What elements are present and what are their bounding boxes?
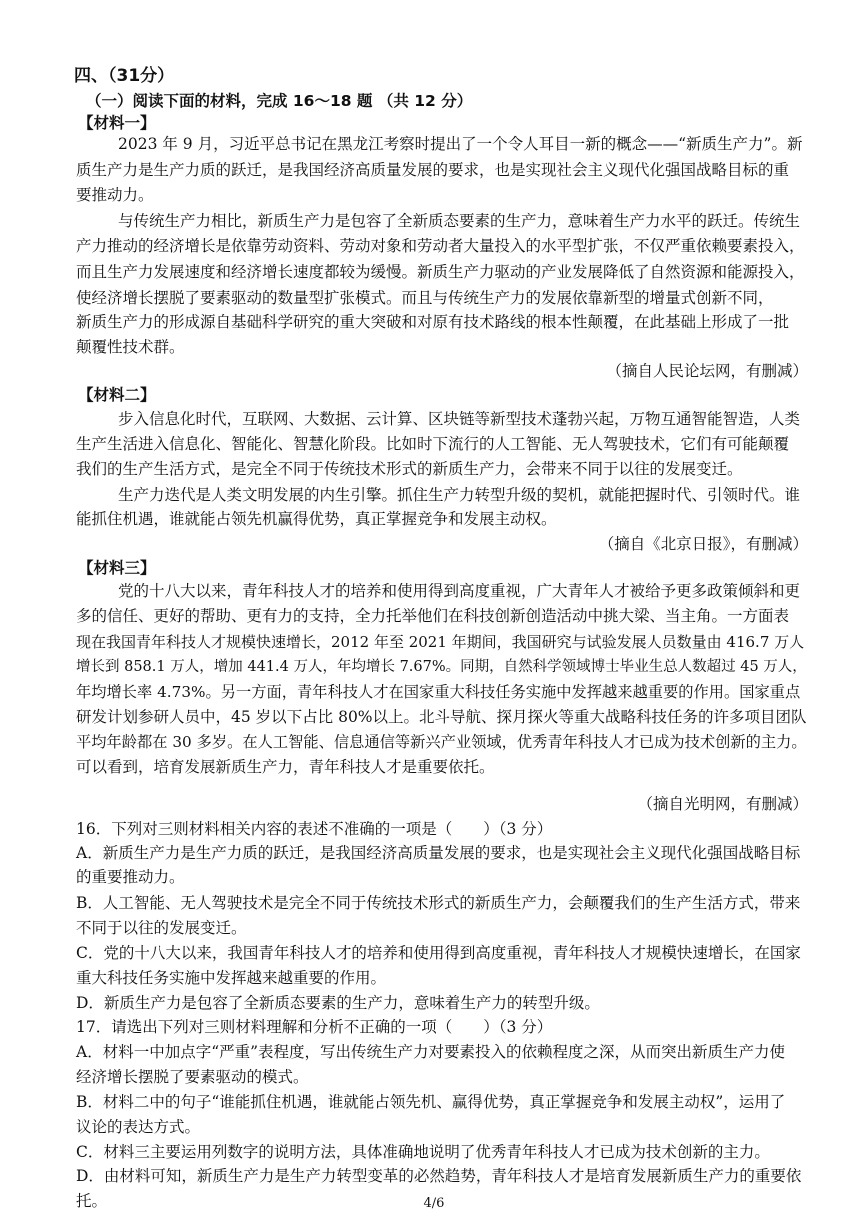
material-two-source: （摘自《北京日报》，有删减） bbox=[598, 535, 808, 553]
material-three-line: 平均年龄都在 30 多岁。在人工智能、信息通信等新兴产业领域，优秀青年科技人才已成为技术创新的主力。 bbox=[76, 733, 807, 751]
question-16-option: A．新质生产力是生产力质的跃迁，是我国经济高质量发展的要求，也是实现社会主义现代化强国战略目标 bbox=[76, 844, 801, 862]
material-three-line: 研发计划参研人员中，45 岁以下占比 80%以上。北斗导航、探月探火等重大战略科技任务的许多项目团队 bbox=[76, 708, 807, 726]
material-three-line: 增长到 858.1 万人，增加 441.4 万人，年均增长 7.67%。同期，自然科学领域博士毕业生总人数超过 45 万人， bbox=[76, 659, 807, 675]
material-three-line: 党的十八大以来，青年科技人才的培养和使用得到高度重视，广大青年人才被给予更多政策倾斜和更 bbox=[118, 582, 801, 600]
material-three-heading: 【材料三】 bbox=[78, 559, 156, 577]
section-title: 四、（31分） bbox=[74, 66, 175, 86]
material-three-source: （摘自光明网，有删减） bbox=[637, 795, 808, 813]
question-17-option: B．材料二中的句子“谁能抓住机遇，谁就能占领先机、赢得优势，真正掌握竞争和发展主动权”，运用了 bbox=[76, 1093, 786, 1111]
material-three-line: 可以看到，培育发展新质生产力，青年科技人才是重要依托。 bbox=[76, 758, 495, 776]
material-three-line: 现在我国青年科技人才规模快速增长，2012 年至 2021 年期间，我国研究与试验发展人员数量由 416.7 万人 bbox=[76, 633, 805, 651]
question-17-option: 经济增长摆脱了要素驱动的模式。 bbox=[76, 1068, 309, 1086]
material-two-line: 步入信息化时代，互联网、大数据、云计算、区块链等新型技术蓬勃兴起，万物互通智能智造，人类 bbox=[118, 410, 801, 428]
material-one-line: 与传统生产力相比，新质生产力是包容了全新质态要素的生产力，意味着生产力水平的跃迁。传统生 bbox=[118, 212, 801, 230]
question-16-option: D．新质生产力是包容了全新质态要素的生产力，意味着生产力的转型升级。 bbox=[76, 994, 600, 1012]
material-one-line: 使经济增长摆脱了要素驱动的数量型扩张模式。而且与传统生产力的发展依靠新型的增量式创新不同， bbox=[76, 289, 774, 307]
material-one-line: 颠覆性技术群。 bbox=[76, 338, 185, 356]
question-16-option: 不同于以往的发展变迁。 bbox=[76, 919, 247, 937]
page-number: 4/6 bbox=[423, 1196, 445, 1211]
question-16-option: B．人工智能、无人驾驶技术是完全不同于传统技术形式的新质生产力，会颠覆我们的生产生活方式，带来 bbox=[76, 894, 801, 912]
material-two-line: 生产生活进入信息化、智能化、智慧化阶段。比如时下流行的人工智能、无人驾驶技术，它们有可能颠覆 bbox=[76, 435, 790, 453]
material-two-line: 能抓住机遇，谁就能占领先机赢得优势，真正掌握竞争和发展主动权。 bbox=[76, 510, 557, 528]
question-17-option: 托。 bbox=[76, 1192, 108, 1210]
material-two-heading: 【材料二】 bbox=[78, 386, 156, 404]
material-one-line: 质生产力是生产力质的跃迁，是我国经济高质量发展的要求，也是实现社会主义现代化强国战略目标的重 bbox=[76, 161, 790, 179]
material-three-line: 多的信任、更好的帮助、更有力的支持，全力托举他们在科技创新创造活动中挑大梁、当主角。一方面表 bbox=[76, 607, 790, 625]
question-16-option: C．党的十八大以来，我国青年科技人才的培养和使用得到高度重视，青年科技人才规模快速增长，在国家 bbox=[76, 944, 801, 962]
material-one-line: 产力推动的经济增长是依靠劳动资料、劳动对象和劳动者大量投入的水平型扩张，不仅严重依赖要素投入， bbox=[76, 237, 805, 255]
question-16-option: 重大科技任务实施中发挥越来越重要的作用。 bbox=[76, 969, 387, 987]
question-17-stem: 17．请选出下列对三则材料理解和分析不正确的一项（ ）（3 分） bbox=[76, 1018, 553, 1036]
material-one-line: 2023 年 9 月，习近平总书记在黑龙江考察时提出了一个令人耳目一新的概念——“新质生产力”。新 bbox=[118, 135, 803, 153]
section-subtitle: （一）阅读下面的材料，完成 16～18 题 （共 12 分） bbox=[86, 92, 473, 110]
question-17-option: D．由材料可知，新质生产力是生产力转型变革的必然趋势，青年科技人才是培育发展新质生产力的重要依 bbox=[76, 1167, 802, 1185]
material-one-line: 而且生产力发展速度和经济增长速度都较为缓慢。新质生产力驱动的产业发展降低了自然资源和能源投入， bbox=[76, 263, 805, 281]
material-one-line: 新质生产力的形成源自基础科学研究的重大突破和对原有技术路线的根本性颠覆，在此基础上形成了一批 bbox=[76, 313, 790, 331]
material-one-source: （摘自人民论坛网，有删减） bbox=[606, 362, 808, 380]
material-two-line: 生产力迭代是人类文明发展的内生引擎。抓住生产力转型升级的契机，就能把握时代、引领时代。谁 bbox=[118, 486, 801, 504]
question-17-option: C．材料三主要运用列数字的说明方法，具体准确地说明了优秀青年科技人才已成为技术创新的主力。 bbox=[76, 1143, 770, 1161]
question-16-stem: 16．下列对三则材料相关内容的表述不准确的一项是（ ）（3 分） bbox=[76, 820, 553, 838]
question-17-option: A．材料一中加点字“严重”表程度，写出传统生产力对要素投入的依赖程度之深，从而突出新质生产力使 bbox=[76, 1043, 786, 1061]
material-one-line: 要推动力。 bbox=[76, 186, 154, 204]
question-16-option: 的重要推动力。 bbox=[76, 868, 185, 886]
material-two-line: 我们的生产生活方式，是完全不同于传统技术形式的新质生产力，会带来不同于以往的发展变迁。 bbox=[76, 460, 743, 478]
material-three-line: 年均增长率 4.73%。另一方面，青年科技人才在国家重大科技任务实施中发挥越来越重要的作用。国家重点 bbox=[76, 683, 801, 701]
question-17-option: 议论的表达方式。 bbox=[76, 1118, 201, 1136]
material-one-heading: 【材料一】 bbox=[78, 114, 156, 132]
